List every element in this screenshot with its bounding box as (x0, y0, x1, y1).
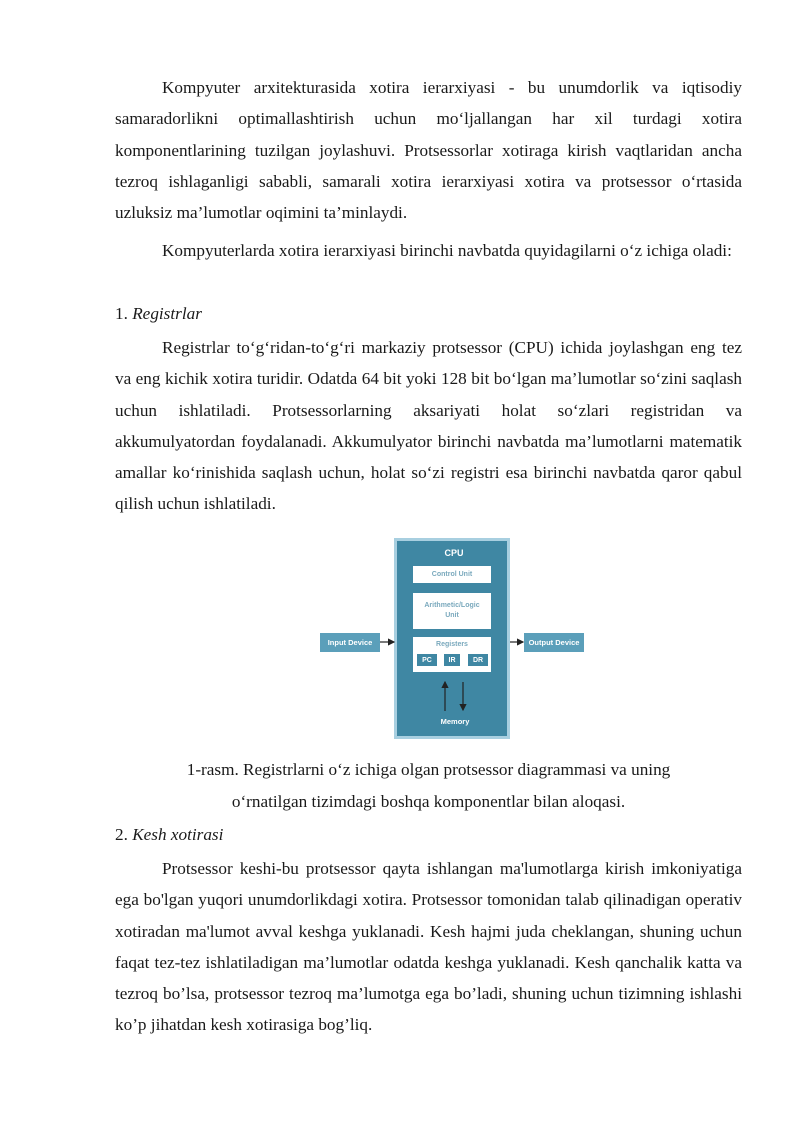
alu-label-line2: Unit (445, 612, 459, 619)
memory-box: Memory (425, 712, 485, 731)
intro-paragraph: Kompyuter arxitekturasida xotira ierarxiyasi - bu unumdorlik va iqtisodiy samaradorlikni optimallashtirish uchun mo‘ljallangan har xil turdagi xotira komponentlarining tuzilgan joylashuvi. Protsessorlar xotiraga kirish vaqtlaridan ancha tezroq ishlaganligi sababli, samarali xotira ierarxiyasi xotira va protsessor o‘rtasida uzluksiz ma’lumotlar oqimini ta’minlaydi. (115, 78, 742, 223)
includes-paragraph: Kompyuterlarda xotira ierarxiyasi birinchi navbatda quyidagilarni o‘z ichiga oladi: (162, 241, 732, 260)
alu-label-line1: Arithmetic/Logic (424, 602, 480, 609)
cpu-label: CPU (444, 548, 464, 558)
section-title: Registrlar (132, 304, 202, 323)
section-number: 1. (115, 304, 128, 323)
registers-box: Registers (413, 637, 491, 672)
section-number: 2. (115, 825, 128, 844)
output-device-box: Output Device (524, 633, 584, 652)
section-title: Kesh xotirasi (132, 825, 224, 844)
input-device-box: Input Device (320, 633, 380, 652)
register-ir: IR (444, 654, 460, 666)
control-unit-box: Control Unit (413, 566, 491, 583)
figure-caption (115, 754, 742, 818)
register-dr: DR (468, 654, 488, 666)
cache-paragraph: Protsessor keshi-bu protsessor qayta ishlangan ma'lumotlarga kirish imkoniyatiga ega bo'lgan yuqori unumdorlikdagi xotira. Protsessor tomonidan talab qilinadigan operativ xotiradan ma'lumot avval keshga yuklanadi. Kesh hajmi juda cheklangan, shuning uchun faqat tez-tez ishlatiladigan ma’lumotlar odatda keshga yuklanadi. Kesh qanchalik katta va tezroq bo’lsa, protsessor tezroq ma’lumotga ega bo’ladi, shuning uchun tizimning ishlashi ko’p jihatdan kesh xotirasiga bog’liq. (115, 859, 742, 1035)
diagram-arrows (318, 536, 586, 744)
register-pc: PC (417, 654, 437, 666)
caption-line2: o‘rnatilgan tizimdagi boshqa komponentlar bilan aloqasi. (231, 792, 626, 811)
registers-paragraph: Registrlar to‘g‘ridan-to‘g‘ri markaziy protsessor (CPU) ichida joylashgan eng tez va eng kichik xotira turidir. Odatda 64 bit yoki 128 bit bo‘lgan ma’lumotlar so‘zini saqlash uchun ishlatiladi. Protsessorlarning aksariyati holat so‘zlari registridan va akkumulyatordan foydalanadi. Akkumulyator birinchi navbatda ma’lumotlarni matematik amallar ko‘rinishida saqlash uchun, holat so‘zi registri esa birinchi navbatda qaror qabul qilish uchun ishlatiladi. (115, 338, 742, 514)
section-heading-cache (115, 819, 223, 850)
section-heading-registers (115, 298, 202, 329)
caption-line1: 1-rasm. Registrlarni o‘z ichiga olgan protsessor diagrammasi va uning (186, 760, 671, 779)
cpu-diagram (318, 536, 586, 744)
